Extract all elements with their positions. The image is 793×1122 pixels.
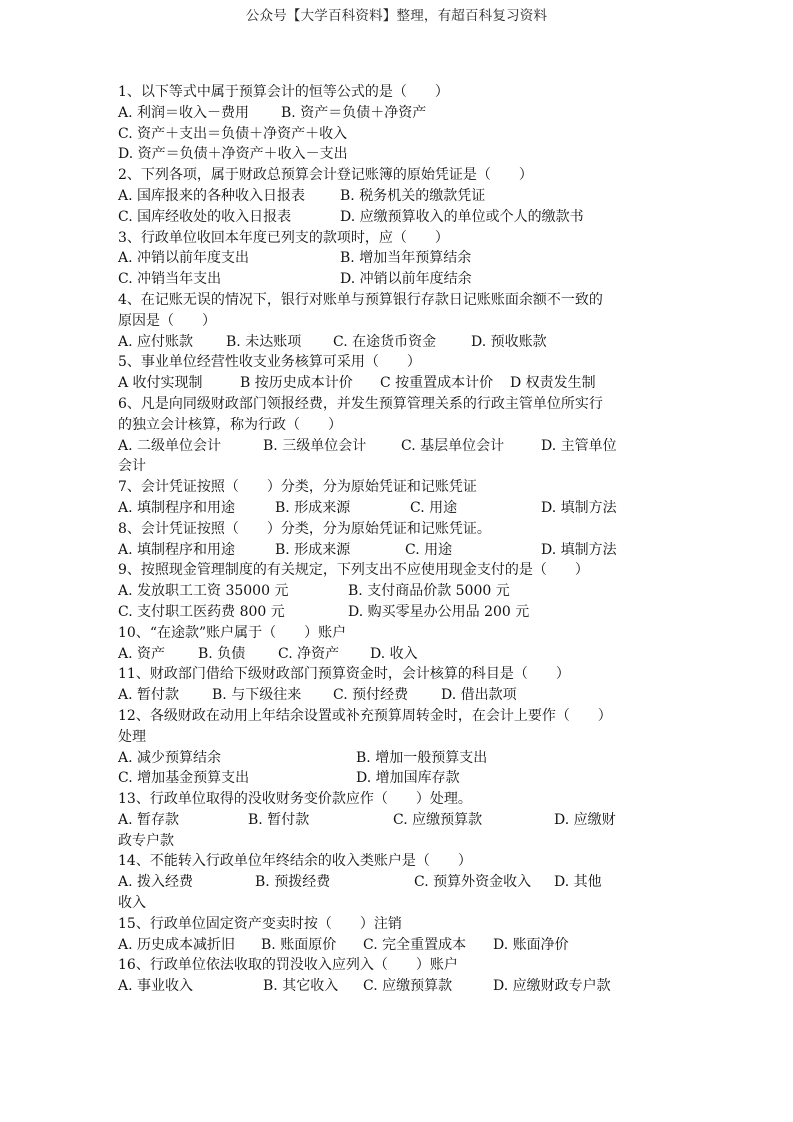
answer-option: D. 其他: [554, 874, 602, 891]
answer-option: C. 应缴预算款: [363, 978, 453, 995]
answer-options-row: [118, 103, 688, 124]
answer-option: B. 税务机关的缴款凭证: [340, 187, 486, 204]
answer-option: A. 应付账款: [118, 333, 194, 350]
answer-option: D. 应缴预算收入的单位或个人的缴款书: [340, 208, 584, 225]
question-text: 9、按照现金管理制度的有关规定，下列支出不应使用现金支付的是（ ）: [118, 562, 589, 579]
answer-options-row: [118, 685, 688, 706]
answer-option: D. 主管单位: [541, 437, 617, 454]
answer-option: C. 国库经收处的收入日报表: [118, 208, 292, 225]
answer-option: C. 冲销当年支出: [118, 271, 222, 288]
answer-option: C. 净资产: [278, 645, 340, 662]
answer-option: D. 账面净价: [493, 936, 569, 953]
question-text: 8、会计凭证按照（ ）分类，分为原始凭证和记账凭证。: [118, 520, 491, 537]
question-text: 2、下列各项，属于财政总预算会计登记账簿的原始凭证是（ ）: [118, 167, 533, 184]
answer-options-row: [118, 186, 688, 207]
answer-option: A. 减少预算结余: [118, 749, 222, 766]
answer-options-row: [118, 872, 688, 893]
question-text: 7、会计凭证按照（ ）分类，分为原始凭证和记账凭证: [118, 479, 477, 496]
question-text: 13、行政单位取得的没收财务变价款应作（ ）处理。: [118, 791, 472, 808]
question-text: 原因是（ ）: [118, 312, 216, 329]
answer-option: C. 预付经费: [333, 687, 409, 704]
answer-options-row: [118, 644, 688, 665]
answer-option: A. 事业收入: [118, 978, 194, 995]
answer-option: C. 预算外资金收入: [414, 874, 532, 891]
answer-options-row: [118, 768, 688, 789]
question-text: 12、各级财政在动用上年结余设置或补充预算周转金时，在会计上要作（ ）: [118, 707, 612, 724]
question-text: 收入: [118, 895, 146, 912]
answer-option: B. 与下级往来: [212, 687, 302, 704]
answer-option: C. 支付职工医药费 800 元: [118, 603, 285, 620]
answer-option: B. 其它收入: [263, 978, 339, 995]
answer-options-row: [118, 976, 688, 997]
answer-option: D. 借出款项: [441, 687, 517, 704]
answer-option: A. 冲销以前年度支出: [118, 250, 250, 267]
question-text: 14、不能转入行政单位年终结余的收入类账户是（ ）: [118, 853, 472, 870]
answer-option: D. 购买零星办公用品 200 元: [348, 603, 530, 620]
answer-options-row: [118, 373, 688, 394]
question-text: 的独立会计核算，称为行政（ ）: [118, 416, 342, 433]
question-text: 5、事业单位经营性收支业务核算可采用（ ）: [118, 354, 421, 371]
answer-option: A. 拨入经费: [118, 874, 194, 891]
answer-options-row: [118, 207, 688, 228]
answer-option: C. 完全重置成本: [363, 936, 467, 953]
answer-option: A. 历史成本减折旧: [118, 936, 236, 953]
answer-option: B. 资产＝负债＋净资产: [281, 104, 427, 121]
exam-questions: [118, 82, 688, 997]
answer-option: D. 应缴财: [554, 811, 616, 828]
answer-options-row: [118, 269, 688, 290]
question-text: 10、“在途款”账户属于（ ）账户: [118, 624, 347, 641]
question-text: 11、财政部门借给下级财政部门预算资金时，会计核算的科目是（ ）: [118, 666, 570, 683]
answer-option: C. 应缴预算款: [393, 811, 483, 828]
question-text: 4、在记账无误的情况下，银行对账单与预算银行存款日记账账面余额不一致的: [118, 291, 603, 308]
answer-option: B. 负债: [198, 645, 246, 662]
answer-option: D. 应缴财政专户款: [493, 978, 611, 995]
question-text: 处理: [118, 728, 146, 745]
answer-options-row: [118, 810, 688, 831]
answer-options-row: [118, 540, 688, 561]
answer-options-row: [118, 935, 688, 956]
answer-option: A. 国库报来的各种收入日报表: [118, 187, 306, 204]
answer-option: A. 发放职工工资 35000 元: [118, 583, 289, 600]
answer-option: D. 增加国库存款: [356, 770, 460, 787]
answer-options-row: [118, 748, 688, 769]
answer-option: D. 预收账款: [471, 333, 547, 350]
answer-option: A. 填制程序和用途: [118, 499, 236, 516]
question-text: 1、以下等式中属于预算会计的恒等公式的是（ ）: [118, 84, 449, 100]
answer-option: B. 形成来源: [275, 541, 351, 558]
answer-option: B. 三级单位会计: [263, 437, 367, 454]
answer-option: A 收付实现制: [118, 375, 203, 392]
answer-option: C. 基层单位会计: [401, 437, 505, 454]
answer-option: A. 利润＝收入－费用: [118, 104, 250, 121]
answer-option: C. 用途: [405, 541, 453, 558]
answer-option: B. 预拨经费: [255, 874, 331, 891]
answer-option: B. 支付商品价款 5000 元: [348, 583, 510, 600]
answer-options-row: [118, 581, 688, 602]
answer-option: C. 资产＋支出＝负债＋净资产＋收入: [118, 125, 348, 142]
answer-option: A. 暂存款: [118, 811, 180, 828]
answer-option: D. 填制方法: [541, 499, 617, 516]
answer-option: C. 用途: [410, 499, 458, 516]
answer-option: B. 未达账项: [226, 333, 302, 350]
answer-option: D. 冲销以前年度结余: [340, 271, 472, 288]
question-text: 16、行政单位依法收取的罚没收入应列入（ ）账户: [118, 957, 458, 974]
answer-option: D. 资产＝负债＋净资产＋收入－支出: [118, 146, 348, 163]
question-text: 政专户款: [118, 832, 174, 849]
answer-options-row: [118, 498, 688, 519]
answer-option: B. 形成来源: [275, 499, 351, 516]
answer-options-row: [118, 332, 688, 353]
question-text: 3、行政单位收回本年度已列支的款项时，应（ ）: [118, 229, 449, 246]
page-header-banner: 公众号【大学百科资料】整理，有超百科复习资料: [245, 8, 548, 24]
answer-option: B. 暂付款: [248, 811, 310, 828]
answer-option: A. 二级单位会计: [118, 437, 222, 454]
answer-option: D. 收入: [370, 645, 418, 662]
answer-options-row: [118, 602, 688, 623]
question-text: 6、凡是向同级财政部门领报经费，并发生预算管理关系的行政主管单位所实行: [118, 395, 603, 412]
answer-option: A. 暂付款: [118, 687, 180, 704]
answer-option: C. 在途货币资金: [333, 333, 437, 350]
answer-option: B. 增加一般预算支出: [356, 749, 488, 766]
answer-option: B 按历史成本计价: [240, 375, 353, 392]
answer-option: B. 账面原价: [261, 936, 337, 953]
answer-options-row: [118, 144, 688, 165]
answer-option: C. 增加基金预算支出: [118, 770, 250, 787]
answer-option: B. 增加当年预算结余: [340, 250, 472, 267]
answer-option: A. 资产: [118, 645, 166, 662]
answer-option: D. 填制方法: [541, 541, 617, 558]
question-text: 会计: [118, 458, 146, 475]
answer-option: C 按重置成本计价: [380, 375, 494, 392]
answer-option: D 权责发生制: [510, 375, 596, 392]
question-text: 15、行政单位固定资产变卖时按（ ）注销: [118, 915, 402, 932]
answer-options-row: [118, 124, 688, 145]
answer-options-row: [118, 248, 688, 269]
answer-option: A. 填制程序和用途: [118, 541, 236, 558]
answer-options-row: [118, 436, 688, 457]
